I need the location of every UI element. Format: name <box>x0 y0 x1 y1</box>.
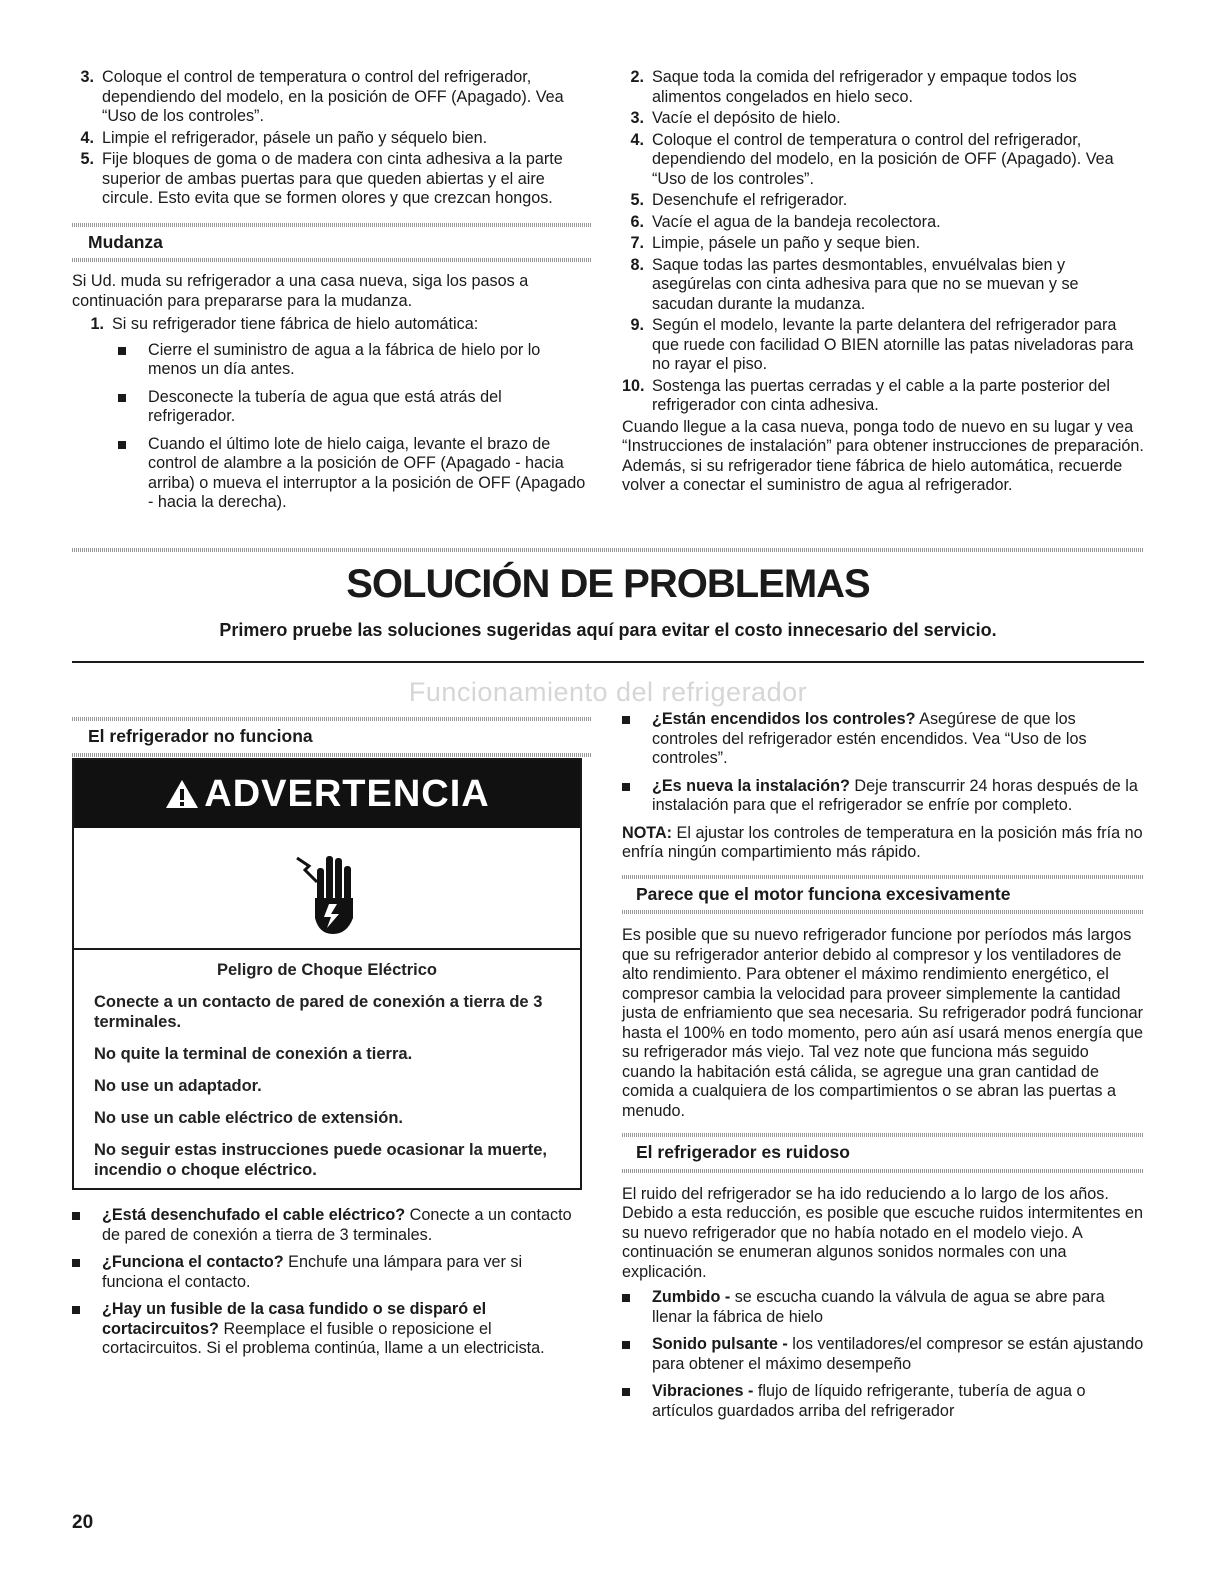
list-item: ¿Están encendidos los controles? Asegúrese de que los controles del refrigerador estén encendidos. Vea “Uso de los controles”. <box>622 710 1144 769</box>
right-top-column <box>622 68 1144 500</box>
list-item: 2. Saque toda la comida del refrigerador y empaque todos los alimentos congelados en hielo seco. <box>630 68 1077 106</box>
list-item: 5. Desenchufe el refrigerador. <box>630 191 848 209</box>
warning-header: ADVERTENCIA <box>74 760 580 828</box>
note-text: NOTA: El ajustar los controles de temperatura en la posición más fría no enfría ningún compartimiento más rápido. <box>622 823 1143 861</box>
bullet-icon <box>72 1259 80 1267</box>
bullet-icon <box>622 1294 630 1302</box>
list-item: 4. Coloque el control de temperatura o control del refrigerador, dependiendo del modelo, en la posición de OFF (Apagado). Vea “Uso de los controles”. <box>630 130 1114 188</box>
title-rule <box>72 661 1144 663</box>
warning-line: Conecte a un contacto de pared de conexión a tierra de 3 terminales. <box>94 993 543 1031</box>
warning-line: No use un adaptador. <box>94 1077 262 1095</box>
bullet-icon <box>72 1212 80 1220</box>
list-item: ¿Funciona el contacto? Enchufe una lámpara para ver si funciona el contacto. <box>72 1253 572 1292</box>
not-working-bullets <box>72 1206 572 1359</box>
left-top-column <box>72 68 592 521</box>
not-working-heading: El refrigerador no funciona <box>88 726 313 746</box>
controls-bullets <box>622 710 1144 816</box>
warning-body <box>74 950 580 1180</box>
noise-bullets <box>622 1288 1144 1421</box>
moving-steps-list <box>82 315 592 335</box>
list-item: ¿Está desenchufado el cable eléctrico? Conecte a un contacto de pared de conexión a tierra de 3 terminales. <box>72 1206 572 1245</box>
bullet-icon <box>118 347 126 355</box>
moving-closing-text: Cuando llegue a la casa nueva, ponga todo de nuevo en su lugar y vea “Instrucciones de instalación” para obtener instrucciones de preparación. Además, si su refrigerador tiene fábrica de hielo automática, recuerde volver a conectar el suministro de agua al refrigerador. <box>622 417 1144 494</box>
list-item: Cuando el último lote de hielo caiga, levante el brazo de control de alambre a la posición de OFF (Apagado - hacia arriba) o mueva el interruptor a la posición de OFF (Apagado - hacia la derecha). <box>118 435 592 513</box>
list-item: Cierre el suministro de agua a la fábrica de hielo por lo menos un día antes. <box>118 341 592 380</box>
section-title: Funcionamiento del refrigerador <box>408 677 808 707</box>
list-item: Desconecte la tubería de agua que está atrás del refrigerador. <box>118 388 592 427</box>
bullet-icon <box>622 783 630 791</box>
list-item: 3. Vacíe el depósito de hielo. <box>630 109 841 127</box>
left-bottom-column <box>72 717 592 757</box>
hazard-title: Peligro de Choque Eléctrico <box>216 961 438 979</box>
icemaker-bullets <box>118 341 592 513</box>
list-item: ¿Es nueva la instalación? Deje transcurrir 24 horas después de la instalación para que el refrigerador se enfríe por completo. <box>622 777 1144 816</box>
list-item: 10. Sostenga las puertas cerradas y el cable a la parte posterior del refrigerador con cinta adhesiva. <box>622 376 1111 414</box>
list-item: 7. Limpie, pásele un paño y seque bien. <box>630 234 921 252</box>
right-bottom-column <box>622 710 1144 1429</box>
bullet-icon <box>72 1306 80 1314</box>
list-item: 8. Saque todas las partes desmontables, envuélvalas bien y asegúrelas con cinta adhesiva para que no se muevan y se sacudan durante la mudanza. <box>630 255 1079 313</box>
list-item: Sonido pulsante - los ventiladores/el compresor se están ajustando para obtener el máximo desempeño <box>622 1335 1144 1374</box>
warning-line: No quite la terminal de conexión a tierra. <box>94 1045 413 1063</box>
bullet-icon <box>118 441 126 449</box>
page-title: SOLUCIÓN DE PROBLEMAS <box>346 562 870 606</box>
divider <box>622 910 1144 914</box>
moving-intro: Si Ud. muda su refrigerador a una casa nueva, siga los pasos a continuación para prepararse para la mudanza. <box>72 272 529 310</box>
page-number: 20 <box>72 1512 94 1533</box>
electric-shock-icon-area <box>74 828 580 950</box>
list-item: 6. Vacíe el agua de la bandeja recolectora. <box>630 212 941 231</box>
moving-heading: Mudanza <box>88 231 163 252</box>
motor-text: Es posible que su nuevo refrigerador funcione por períodos más largos que su refrigerador anterior debido al compresor y los ventiladores de alto rendimiento. Para obtener el máximo rendimiento energético, el compresor cambia la velocidad para proveer simplemente la cantidad justa de enfriamiento que sea necesaria. Su refrigerador podrá funcionar hasta el 100% en todo momento, pero aún así usará menos energía que su refrigerador más viejo. Tal vez note que funciona más seguido cuando la habitación está cálida, se agregue una gran cantidad de comida a cualquiera de los compartimientos o se abran las puertas a menudo. <box>622 926 1144 1120</box>
bullet-icon <box>622 1388 630 1396</box>
page-subtitle: Primero pruebe las soluciones sugeridas aquí para evitar el costo innecesario del servicio. <box>219 620 997 640</box>
list-item: Zumbido - se escucha cuando la válvula de agua se abre para llenar la fábrica de hielo <box>622 1288 1144 1327</box>
bullet-icon <box>118 394 126 402</box>
list-item: 5. Fije bloques de goma o de madera con cinta adhesiva a la parte superior de ambas puertas para que queden abiertas y el aire circule. Esto evita que se formen olores y que crezcan hongos. <box>80 150 563 207</box>
warning-line: No use un cable eléctrico de extensión. <box>94 1109 404 1127</box>
warning-triangle-icon <box>164 778 200 810</box>
not-working-checks <box>72 1206 572 1367</box>
list-item: 9. Según el modelo, levante la parte delantera del refrigerador para que ruede con facilidad O BIEN atornille las patas niveladoras para no rayar el piso. <box>630 316 1134 373</box>
moving-steps-continued <box>622 68 1144 416</box>
list-item: 3. Coloque el control de temperatura o control del refrigerador, dependiendo del modelo, en la posición de OFF (Apagado). Vea “Uso de los controles”. <box>80 68 564 125</box>
divider <box>622 1169 1144 1173</box>
divider <box>72 753 592 757</box>
bullet-icon <box>622 716 630 724</box>
bullet-icon <box>622 1341 630 1349</box>
list-item: Vibraciones - flujo de líquido refrigerante, tubería de agua o artículos guardados arriba del refrigerador <box>622 1382 1144 1421</box>
section-divider <box>72 548 1144 552</box>
warning-box <box>72 758 582 1190</box>
list-item: ¿Hay un fusible de la casa fundido o se disparó el cortacircuitos? Reemplace el fusible o reposicione el cortacircuitos. Si el problema continúa, llame a un electricista. <box>72 1300 572 1359</box>
motor-heading: Parece que el motor funciona excesivamente <box>636 883 1011 904</box>
noise-text: El ruido del refrigerador se ha ido reduciendo a lo largo de los años. Debido a esta reducción, es posible que escuche ruidos intermitentes en su nuevo refrigerador que no había notado en el modelo viejo. A continuación se enumeran algunos sonidos normales con una explicación. <box>622 1184 1144 1281</box>
list-item: 1. Si su refrigerador tiene fábrica de hielo automática: <box>90 315 479 333</box>
warning-line: No seguir estas instrucciones puede ocasionar la muerte, incendio o choque eléctrico. <box>94 1141 547 1179</box>
list-item: 4. Limpie el refrigerador, pásele un paño y séquelo bien. <box>80 128 488 147</box>
noise-heading: El refrigerador es ruidoso <box>636 1142 850 1162</box>
divider <box>72 258 592 262</box>
storage-steps-list <box>72 68 592 209</box>
electric-shock-hand-icon <box>287 838 367 938</box>
